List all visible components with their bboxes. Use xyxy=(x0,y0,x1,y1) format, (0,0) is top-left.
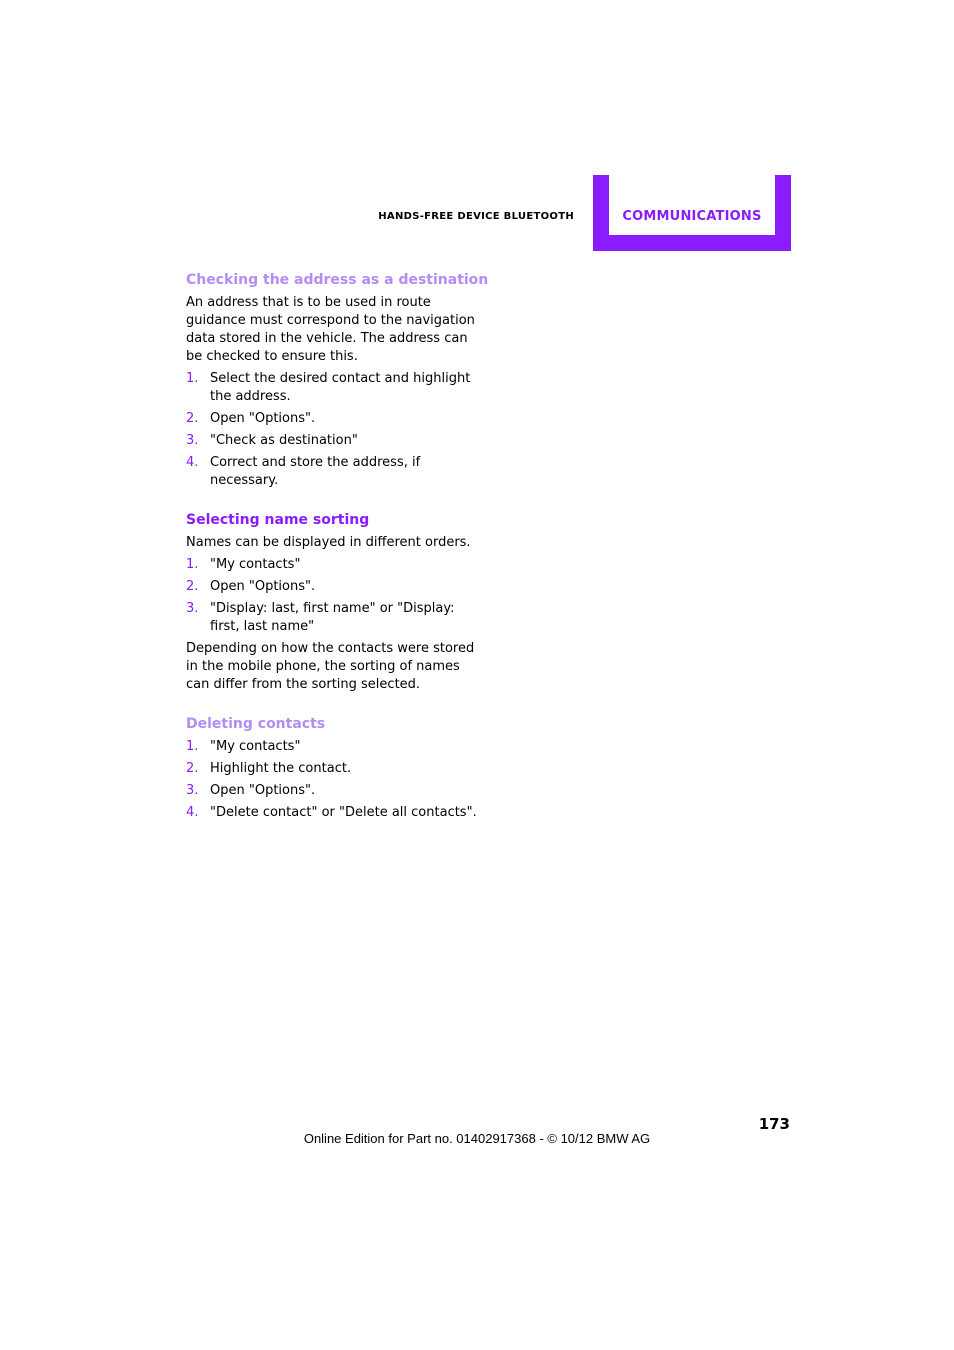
page-number: 173 xyxy=(758,1115,790,1133)
section-deleting-contacts xyxy=(186,714,486,822)
step-number: 3. xyxy=(186,783,199,798)
step-number: 3. xyxy=(186,601,199,616)
step-number: 4. xyxy=(186,805,199,820)
step-number: 2. xyxy=(186,761,199,776)
step-number: 1. xyxy=(186,739,199,754)
running-header-section: HANDS-FREE DEVICE BLUETOOTH xyxy=(378,211,574,222)
step-text: "Display: last, first name" or "Display: first, last name" xyxy=(210,601,455,634)
list-item xyxy=(186,410,486,428)
chapter-tab-inner xyxy=(609,175,775,235)
list-item xyxy=(186,578,486,596)
step-text: Open "Options". xyxy=(210,783,316,798)
step-text: Select the desired contact and highlight the address. xyxy=(210,371,471,404)
step-number: 3. xyxy=(186,433,199,448)
step-number: 2. xyxy=(186,411,199,426)
section-heading: Deleting contacts xyxy=(186,716,326,732)
step-text: Open "Options". xyxy=(210,579,316,594)
section-name-sorting xyxy=(186,510,486,694)
step-text: "Delete contact" or "Delete all contacts". xyxy=(210,805,477,820)
list-item xyxy=(186,454,486,490)
section-intro: Names can be displayed in different orders. xyxy=(186,535,471,550)
step-list xyxy=(186,556,486,636)
list-item xyxy=(186,760,486,778)
section-note: Depending on how the contacts were stored in the mobile phone, the sorting of names can differ from the sorting selected. xyxy=(186,641,475,692)
chapter-tab xyxy=(593,175,791,251)
list-item xyxy=(186,432,486,450)
step-text: Highlight the contact. xyxy=(210,761,352,776)
list-item xyxy=(186,370,486,406)
step-number: 4. xyxy=(186,455,199,470)
chapter-title: COMMUNICATIONS xyxy=(622,209,762,224)
section-heading: Checking the address as a destination xyxy=(186,272,489,288)
step-list xyxy=(186,738,486,822)
main-content xyxy=(186,270,489,842)
step-list xyxy=(186,370,486,490)
step-text: "Check as destination" xyxy=(210,433,358,448)
step-text: "My contacts" xyxy=(210,557,301,572)
step-text: Correct and store the address, if necessary. xyxy=(210,455,421,488)
section-heading: Selecting name sorting xyxy=(186,512,370,528)
section-check-address xyxy=(186,270,489,490)
list-item xyxy=(186,804,486,822)
list-item xyxy=(186,556,486,574)
step-number: 1. xyxy=(186,371,199,386)
list-item xyxy=(186,782,486,800)
list-item xyxy=(186,738,486,756)
section-intro: An address that is to be used in route guidance must correspond to the navigation data stored in the vehicle. The address can be checked to ensure this. xyxy=(186,295,475,364)
step-text: Open "Options". xyxy=(210,411,316,426)
step-number: 2. xyxy=(186,579,199,594)
step-number: 1. xyxy=(186,557,199,572)
step-text: "My contacts" xyxy=(210,739,301,754)
footer-edition-note: Online Edition for Part no. 01402917368 - © 10/12 BMW AG xyxy=(303,1131,651,1146)
list-item xyxy=(186,600,486,636)
